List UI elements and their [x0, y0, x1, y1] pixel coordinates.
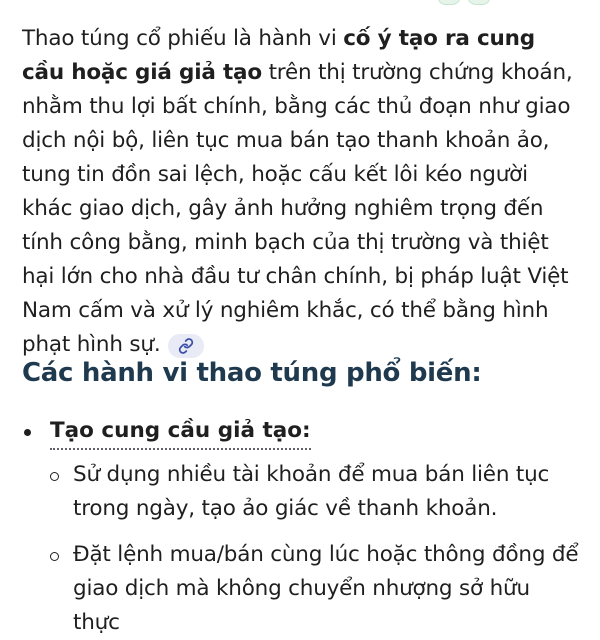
bullet-disc [24, 429, 31, 436]
partial-chip [467, 0, 491, 5]
sub-item-text: Đặt lệnh mua/bán cùng lúc hoặc thông đồng để giao dịch mà không chuyển nhượng sở hữu thực [73, 542, 579, 635]
sub-item-text: Sử dụng nhiều tài khoản để mua bán liên tục trong ngày, tạo ảo giác về thanh khoản. [73, 462, 550, 521]
partial-chip [437, 0, 461, 5]
list-item [22, 414, 311, 450]
link-icon [178, 338, 194, 354]
intro-text: Thao túng cổ phiếu là hành vi [22, 26, 344, 51]
hollow-bullet [50, 552, 59, 561]
sub-list-item [50, 538, 580, 640]
section-heading: Các hành vi thao túng phổ biến: [22, 358, 482, 388]
bold-phrase: cố ý tạo ra cung cầu hoặc giá giả tạo [22, 26, 535, 85]
intro-paragraph [22, 22, 584, 362]
bullet-title-link[interactable]: Tạo cung cầu giả tạo: [50, 414, 311, 450]
sub-list-item [50, 458, 580, 526]
hollow-bullet [50, 472, 59, 481]
citation-chip[interactable] [168, 334, 204, 358]
top-partial-chips [437, 0, 507, 4]
paragraph-rest: trên thị trường chứng khoán, nhằm thu lợi bất chính, bằng các thủ đoạn như giao dịch nội bộ, liên tục mua bán tạo thanh khoản ảo, tung tin đồn sai lệch, hoặc cấu kết lôi kéo người khác giao dịch, gây ảnh hưởng nghiêm trọng đến tính công bằng, minh bạch của thị trường và thiệt hại lớn cho nhà đầu tư chân chính, bị pháp luật Việt Nam cấm và xử lý nghiêm khắc, có thể bằng hình phạt hình sự. [22, 60, 573, 357]
response-content [22, 22, 584, 635]
